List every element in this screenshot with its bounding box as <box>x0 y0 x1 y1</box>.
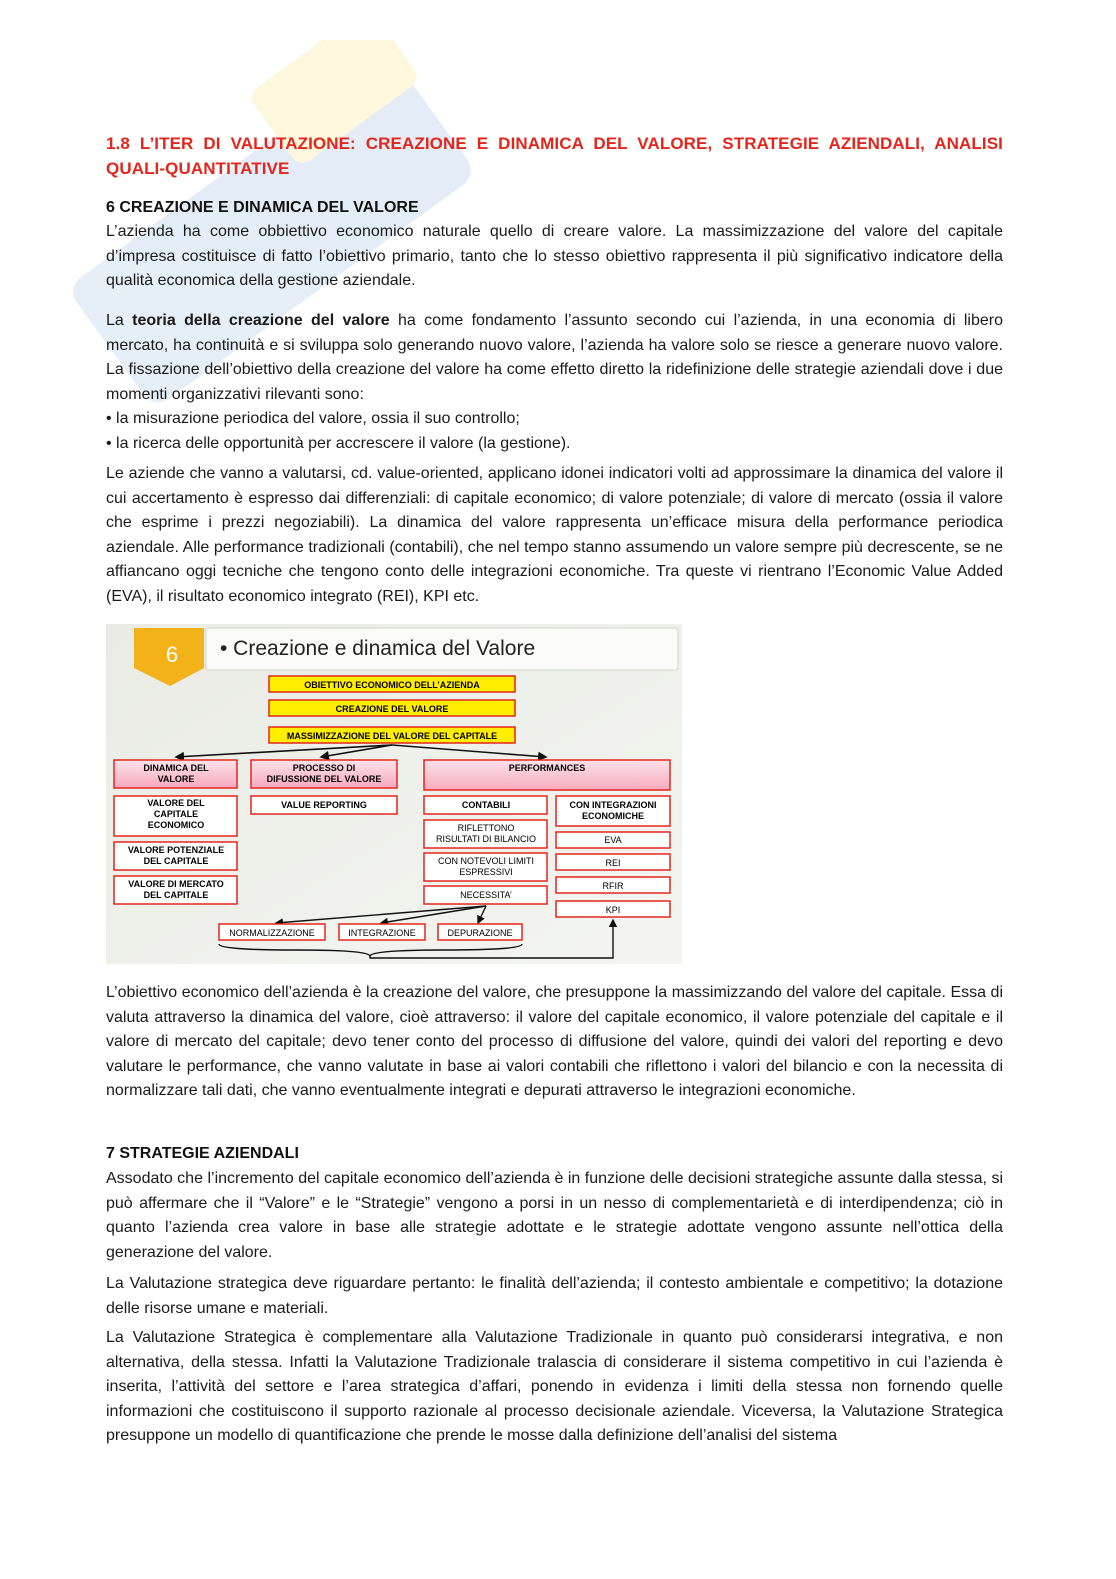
contabili-label: CONTABILI <box>461 800 511 810</box>
section-7-paragraph-2: La Valutazione strategica deve riguardare pertanto: le finalità dell’azienda; il contesto ambientale e competitivo; la dotazione delle risorse umane e materiali. <box>106 1275 1003 1317</box>
diagram-title: • Creazione e dinamica del Valore <box>220 637 536 660</box>
bottom-box-3-label: DEPURAZIONE <box>447 928 513 938</box>
top-box-1-label: OBIETTIVO ECONOMICO DELL’AZIENDA <box>304 680 480 690</box>
section-6-title: 6 CREAZIONE E DINAMICA DEL VALORE <box>106 199 419 216</box>
contabili-item-2-label: CON NOTEVOLI LIMITI ESPRESSIVI <box>437 856 535 877</box>
bullet-item: • la misurazione periodica del valore, ossia il suo controllo; <box>106 410 520 428</box>
integr-item-rei-label: REI <box>605 858 621 868</box>
bottom-box-2-label: INTEGRAZIONE <box>348 928 416 938</box>
contabili-item-1-label: RIFLETTONO RISULTATI DI BILANCIO <box>435 823 537 844</box>
col2-head-label: PROCESSO DI DIFUSSIONE DEL VALORE <box>266 763 382 784</box>
section-6-paragraph-2: La teoria della creazione del valore ha come fondamento l’assunto secondo cui l’azienda, in una economia di libero mercato, ha continuità e si sviluppa solo generando nuovo valore, l’azienda ha valore solo se riesce a generare nuovo valore. La fissazione dell’obiettivo della creazione del valore ha come effetto diretto la ridefinizione delle strategie aziendali dove i due momenti organizzativi rilevanti sono: • la misurazione periodica del valore, ossia il suo controllo; • la ricerca delle opportunità per accrescere il valore (la gestione). <box>106 309 1003 457</box>
integr-item-eva-label: EVA <box>604 835 622 845</box>
col3-head-label: PERFORMANCES <box>508 763 586 773</box>
bottom-box-1-label: NORMALIZZAZIONE <box>229 928 315 938</box>
section-6-paragraph-3: Le aziende che vanno a valutarsi, cd. value-oriented, applicano idonei indicatori volti ad approssimare la dinamica del valore il cui accertamento è espresso dai differenziali: di capitale economico; di valore potenziale; di valore di mercato (ossia il valore che esprime i prezzi negoziabili). La dinamica del valore rappresenta un’efficace misura della performance periodica aziendale. Alle performance tradizionali (contabili), che nel tempo stanno assumendo un valore sempre più decrescente, se ne affiancano oggi tecniche che tengono conto delle integrazioni economiche. Tra queste vi rientrano l’Economic Value Added (EVA), il risultato economico integrato (REI), KPI etc. <box>106 465 1003 605</box>
section-7-paragraph-3: La Valutazione Strategica è complementare alla Valutazione Tradizionale in quanto può considerarsi integrativa, e non alternativa, della stessa. Infatti la Valutazione Tradizionale tralascia di considerare il sistema competitivo in cui l’azienda è inserita, l’attività del settore e l’area strategica d’affari, ponendo in evidenza i limiti della stessa non fornendo quelle informazioni che costituiscono il supporto razionale al processo decisionale aziendale. Viceversa, la Valutazione Strategica presuppone un modello di quantificazione che prende le mosse dalla definizione dell’analisi del sistema <box>106 1329 1003 1445</box>
integr-item-rfir-label: RFIR <box>602 881 624 891</box>
top-box-3-label: MASSIMIZZAZIONE DEL VALORE DEL CAPITALE <box>286 731 498 741</box>
section-6-paragraph-1: L’azienda ha come obbiettivo economico naturale quello di creare valore. La massimizzazione del valore del capitale d’impresa costituisce di fatto l’obiettivo primario, tanto che lo stesso obiettivo rappresenta il più significativo indicatore della qualità economica della gestione aziendale. <box>106 223 1003 290</box>
col1-item-3-label: VALORE DI MERCATO DEL CAPITALE <box>128 879 224 900</box>
section-6-paragraph-4: L’obiettivo economico dell’azienda è la creazione del valore, che presuppone la massimizzando del valore del capitale. Essa di valuta attraverso la dinamica del valore, cioè attraverso: il valore del capitale economico, il valore potenziale del capitale e il valore di mercato del capitale; devo tener conto del processo di diffusione del valore, quindi dei valori del reporting e devo valutare le performance, che vanno valutate in base ai valori contabili che riflettono i valori del bilancio e con la necessita di normalizzare tali dati, che vanno eventualmente integrati e depurati attraverso le integrazioni economiche. <box>106 984 1003 1100</box>
col1-item-1-label: VALORE DEL CAPITALE ECONOMICO <box>147 798 205 830</box>
col2-item-label: VALUE REPORTING <box>281 800 367 810</box>
bold-term: teoria della creazione del valore <box>132 312 390 329</box>
col1-head-label: DINAMICA DEL VALORE <box>143 763 209 784</box>
number-label: 6 <box>165 642 179 667</box>
integr-item-kpi-label: KPI <box>605 905 621 915</box>
value-creation-diagram <box>106 624 682 964</box>
section-7-title: 7 STRATEGIE AZIENDALI <box>106 1145 299 1162</box>
col1-item-2-label: VALORE POTENZIALE DEL CAPITALE <box>127 845 225 866</box>
contabili-item-3-label: NECESSITA’ <box>460 890 512 900</box>
chapter-heading: 1.8 L’ITER DI VALUTAZIONE: CREAZIONE E DINAMICA DEL VALORE, STRATEGIE AZIENDALI, ANALISI QUALI-QUANTITATIVE <box>106 134 1003 178</box>
section-7-paragraph-1: Assodato che l’incremento del capitale economico dell’azienda è in funzione delle decisioni strategiche assunte dalla stessa, si può affermare che il “Valore” e le “Strategie” vengono a porsi in un nesso di complementarietà e di interdipendenza; ciò in quanto l’azienda crea valore in base alle strategie adottate e le strategie adottate vengono assunte nell’ottica della generazione del valore. <box>106 1170 1003 1261</box>
bullet-item: • la ricerca delle opportunità per accrescere il valore (la gestione). <box>106 434 571 452</box>
integr-head-label: CON INTEGRAZIONI ECONOMICHE <box>569 800 657 821</box>
top-box-2-label: CREAZIONE DEL VALORE <box>335 704 449 714</box>
